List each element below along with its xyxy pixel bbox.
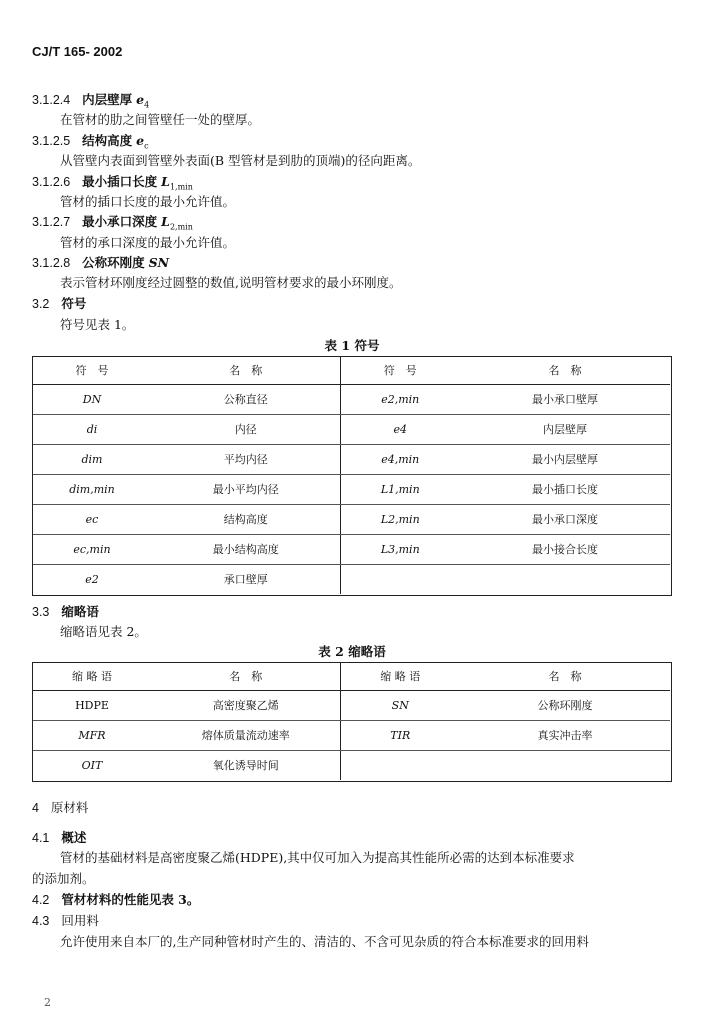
section-title: 管材材料的性能见表 3。: [61, 892, 200, 907]
name-cell: 公称直径: [152, 384, 340, 414]
symbol-subscript: 2,min: [169, 222, 193, 232]
table-row: [32, 384, 670, 414]
section-number: 3.1.2.7: [32, 215, 71, 229]
heading-4-3: [32, 911, 99, 929]
table-row: [32, 414, 670, 444]
name-cell: 结构高度: [152, 504, 340, 534]
symbol: e: [136, 92, 145, 107]
table-row: [32, 474, 670, 504]
heading-3-1-2-5: [32, 131, 149, 151]
table-2-caption: 表 2 缩略语: [318, 644, 386, 659]
abbr-cell: TIR: [340, 720, 460, 750]
table-header-row: [32, 662, 670, 690]
section-number: 3.1.2.4: [32, 93, 71, 107]
body-4-1-line1: 管材的基础材料是高密度聚乙烯(HDPE),其中仅可加入为提高其性能所必需的达到本标准要求: [60, 850, 575, 865]
name-cell: 最小平均内径: [152, 474, 340, 504]
abbr-cell: [340, 750, 460, 780]
abbr-cell: HDPE: [32, 690, 152, 720]
header-cell: 符 号: [340, 356, 460, 384]
symbol-cell: [340, 564, 460, 594]
table-header-row: [32, 356, 670, 384]
section-number: 3.1.2.6: [32, 175, 71, 189]
symbol-cell: e4: [340, 414, 460, 444]
name-cell: 高密度聚乙烯: [152, 690, 340, 720]
name-cell: [460, 750, 670, 780]
section-number: 4.2: [32, 893, 50, 907]
body-4-3: 允许使用来自本厂的,生产同种管材时产生的、清洁的、不含可见杂质的符合本标准要求的回用料: [60, 934, 589, 949]
header-cell: 名 称: [460, 356, 670, 384]
symbol-cell: e2,min: [340, 384, 460, 414]
symbol-cell: L3,min: [340, 534, 460, 564]
name-cell: 熔体质量流动速率: [152, 720, 340, 750]
abbr-cell: MFR: [32, 720, 152, 750]
name-cell: 最小插口长度: [460, 474, 670, 504]
header-cell: 符 号: [32, 356, 152, 384]
body-3-1-2-4: 在管材的肋之间管壁任一处的壁厚。: [60, 112, 261, 127]
abbr-cell: OIT: [81, 758, 103, 772]
name-cell: 公称环刚度: [460, 690, 670, 720]
section-title: 原材料: [50, 800, 89, 815]
heading-3-1-2-8: [32, 253, 169, 271]
table-row: [32, 750, 670, 780]
name-cell: 内径: [152, 414, 340, 444]
section-title: 概述: [61, 830, 87, 845]
name-cell: 最小承口深度: [460, 504, 670, 534]
name-cell: 平均内径: [152, 444, 340, 474]
header-cell: 缩 略 语: [32, 662, 152, 690]
section-number: 4.3: [32, 914, 50, 928]
table-2: [32, 662, 670, 780]
table-row: [32, 720, 670, 750]
name-cell: 最小内层壁厚: [460, 444, 670, 474]
section-title: 公称环刚度: [82, 255, 145, 270]
symbol: SN: [148, 255, 170, 270]
section-title: 内层壁厚: [82, 92, 133, 107]
section-title: 结构高度: [82, 133, 133, 148]
symbol-cell: ec: [32, 504, 152, 534]
heading-3-3: [32, 602, 99, 620]
name-cell: 承口壁厚: [152, 564, 340, 594]
heading-3-2: [32, 294, 86, 312]
symbol-cell: DN: [32, 384, 152, 414]
symbol-cell: di: [32, 414, 152, 444]
header-cell: 名 称: [152, 662, 340, 690]
name-cell: 最小接合长度: [460, 534, 670, 564]
header-cell: 缩 略 语: [340, 662, 460, 690]
symbol-cell: L2,min: [340, 504, 460, 534]
body-3-1-2-6: 管材的插口长度的最小允许值。: [60, 194, 236, 209]
symbol-subscript: 4: [144, 100, 150, 110]
symbol-cell: e2: [85, 572, 99, 586]
body-3-1-2-8: 表示管材环刚度经过圆整的数值,说明管材要求的最小环刚度。: [60, 275, 402, 290]
body-3-2: 符号见表 1。: [60, 317, 135, 332]
name-cell: [460, 564, 670, 594]
section-number: 3.1.2.8: [32, 256, 71, 270]
section-number: 3.2: [32, 297, 50, 311]
document-code: CJ/T 165- 2002: [32, 44, 123, 59]
table-row: [32, 534, 670, 564]
section-number: 3.1.2.5: [32, 134, 71, 148]
heading-3-1-2-7: [32, 212, 193, 232]
page-number: 2: [44, 996, 51, 1009]
section-number: 4: [32, 801, 39, 815]
symbol: e: [136, 133, 145, 148]
section-title: 最小承口深度: [82, 214, 158, 229]
section-title: 缩略语: [61, 604, 99, 619]
body-3-1-2-5: 从管壁内表面到管壁外表面(B 型管材是到肋的顶端)的径向距离。: [60, 153, 421, 168]
table-row: [32, 504, 670, 534]
symbol-subscript: c: [144, 141, 149, 151]
heading-4: [32, 798, 88, 816]
symbol: L: [161, 214, 170, 229]
heading-4-1: [32, 828, 86, 846]
symbol-subscript: 1,min: [169, 182, 193, 192]
name-cell: 内层壁厚: [460, 414, 670, 444]
symbol-cell: dim,min: [32, 474, 152, 504]
table-1-caption: 表 1 符号: [324, 338, 380, 353]
heading-3-1-2-4: [32, 90, 149, 110]
header-cell: 名 称: [460, 662, 670, 690]
body-3-1-2-7: 管材的承口深度的最小允许值。: [60, 235, 236, 250]
section-number: 3.3: [32, 605, 50, 619]
header-cell: 名 称: [152, 356, 340, 384]
section-number: 4.1: [32, 831, 50, 845]
heading-3-1-2-6: [32, 172, 193, 192]
name-cell: 真实冲击率: [460, 720, 670, 750]
body-4-1-line2: 的添加剂。: [32, 871, 95, 886]
symbol: L: [161, 174, 170, 189]
name-cell: 最小结构高度: [152, 534, 340, 564]
symbol-cell: ec,min: [32, 534, 152, 564]
section-title: 符号: [61, 296, 87, 311]
body-3-3: 缩略语见表 2。: [60, 624, 147, 639]
table-1: [32, 356, 670, 594]
table-row: [32, 444, 670, 474]
symbol-cell: e4,min: [340, 444, 460, 474]
name-cell: 氧化诱导时间: [152, 750, 340, 780]
heading-4-2: [32, 890, 199, 908]
table-row: [32, 564, 670, 594]
symbol-cell: dim: [32, 444, 152, 474]
abbr-cell: SN: [340, 690, 460, 720]
section-title: 最小插口长度: [82, 174, 158, 189]
name-cell: 最小承口壁厚: [460, 384, 670, 414]
table-row: [32, 690, 670, 720]
section-title: 回用料: [61, 913, 99, 928]
symbol-cell: L1,min: [340, 474, 460, 504]
